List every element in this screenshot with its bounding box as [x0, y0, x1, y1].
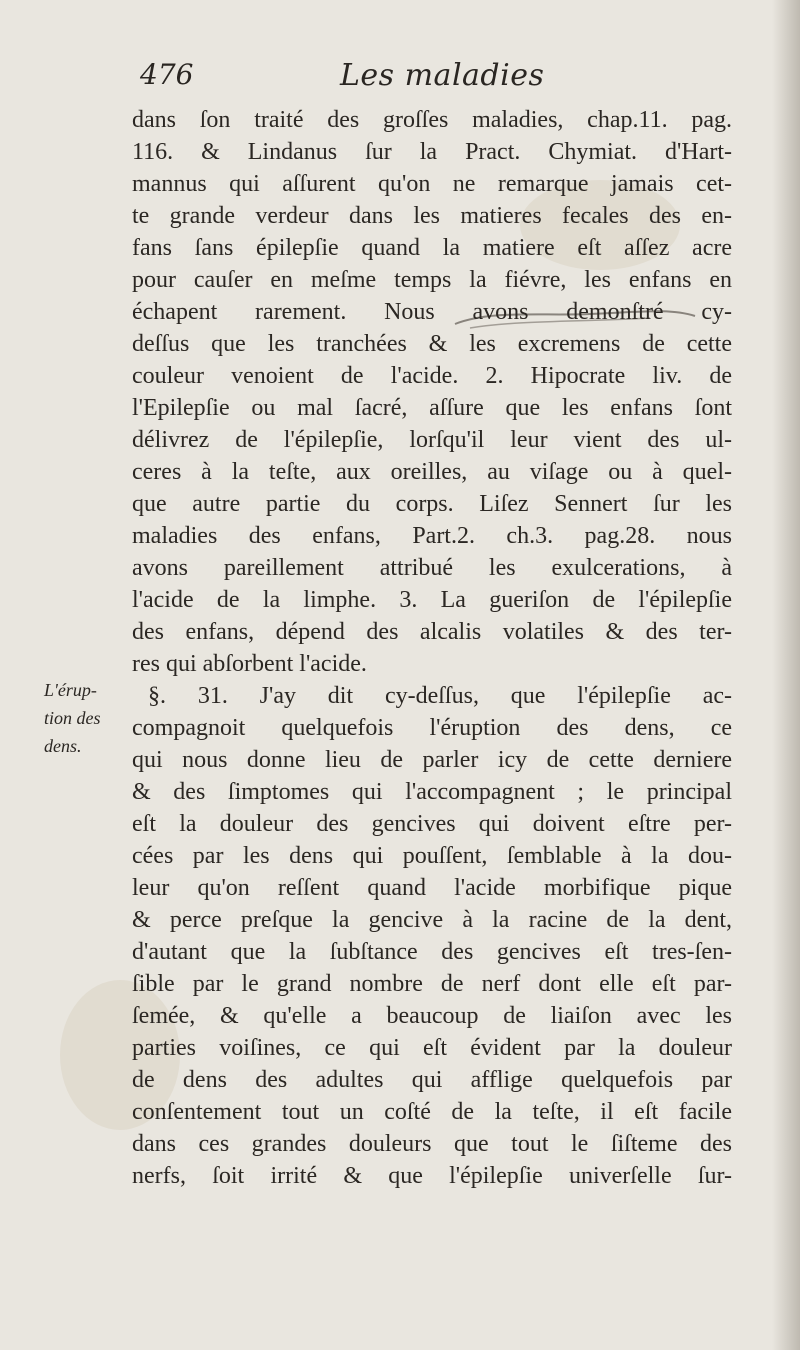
- text-line: échapent rarement. Nous avons demonſtré cy-: [132, 299, 732, 325]
- text-line: & des ſimptomes qui l'accompagnent ; le principal: [132, 779, 732, 805]
- text-line: deſſus que les tranchées & les excremens de cette: [132, 331, 732, 357]
- page-header: [140, 56, 560, 98]
- text-line: des enfans, dépend des alcalis volatiles & des ter-: [132, 619, 732, 645]
- text-line: parties voiſines, ce qui eſt évident par la douleur: [132, 1035, 732, 1061]
- text-line: eſt la douleur des gencives qui doivent eſtre per-: [132, 811, 732, 837]
- text-line: d'autant que la ſubſtance des gencives eſt tres-ſen-: [132, 939, 732, 965]
- text-line: avons pareillement attribué les exulcerations, à: [132, 555, 732, 581]
- page-edge-shadow: [772, 0, 800, 1350]
- text-line: §. 31. J'ay dit cy-deſſus, que l'épilepſie ac-: [148, 683, 732, 709]
- margin-note: [44, 676, 128, 760]
- margin-note-line: dens.: [44, 736, 82, 756]
- text-line: ſemée, & qu'elle a beaucoup de liaiſon avec les: [132, 1003, 732, 1029]
- body-text: [132, 104, 732, 1192]
- text-line: mannus qui aſſurent qu'on ne remarque jamais cet-: [132, 171, 732, 197]
- text-line: conſentement tout un coſté de la teſte, il eſt facile: [132, 1099, 732, 1125]
- margin-note-line: L'érup-: [44, 680, 97, 700]
- text-line: & perce preſque la gencive à la racine de la dent,: [132, 907, 732, 933]
- running-title: Les maladies: [340, 58, 545, 93]
- text-line: compagnoit quelquefois l'éruption des dens, ce: [132, 715, 732, 741]
- text-line: ſible par le grand nombre de nerf dont elle eſt par-: [132, 971, 732, 997]
- text-line: que autre partie du corps. Liſez Sennert ſur les: [132, 491, 732, 517]
- text-line: nerfs, ſoit irrité & que l'épilepſie univerſelle ſur-: [132, 1163, 732, 1189]
- text-line: maladies des enfans, Part.2. ch.3. pag.28. nous: [132, 523, 732, 549]
- text-line: couleur venoient de l'acide. 2. Hipocrate liv. de: [132, 363, 732, 389]
- text-line: res qui abſorbent l'acide.: [132, 651, 367, 677]
- text-line: leur qu'on reſſent quand l'acide morbifique pique: [132, 875, 732, 901]
- text-line: qui nous donne lieu de parler icy de cette derniere: [132, 747, 732, 773]
- text-line: pour cauſer en meſme temps la fiévre, les enfans en: [132, 267, 732, 293]
- text-line: de dens des adultes qui afflige quelquefois par: [132, 1067, 732, 1093]
- text-line: 116. & Lindanus ſur la Pract. Chymiat. d'Hart-: [132, 139, 732, 165]
- text-line: te grande verdeur dans les matieres fecales des en-: [132, 203, 732, 229]
- page-number: 476: [140, 58, 194, 91]
- text-line: l'acide de la limphe. 3. La gueriſon de l'épilepſie: [132, 587, 732, 613]
- text-line: l'Epilepſie ou mal ſacré, aſſure que les enfans ſont: [132, 395, 732, 421]
- text-line: cées par les dens qui pouſſent, ſemblable à la dou-: [132, 843, 732, 869]
- text-line: dans ces grandes douleurs que tout le ſiſteme des: [132, 1131, 732, 1157]
- text-line: fans ſans épilepſie quand la matiere eſt aſſez acre: [132, 235, 732, 261]
- margin-note-line: tion des: [44, 708, 101, 728]
- text-line: ceres à la teſte, aux oreilles, au viſage ou à quel-: [132, 459, 732, 485]
- text-line: délivrez de l'épilepſie, lorſqu'il leur vient des ul-: [132, 427, 732, 453]
- text-line: dans ſon traité des groſſes maladies, chap.11. pag.: [132, 107, 732, 133]
